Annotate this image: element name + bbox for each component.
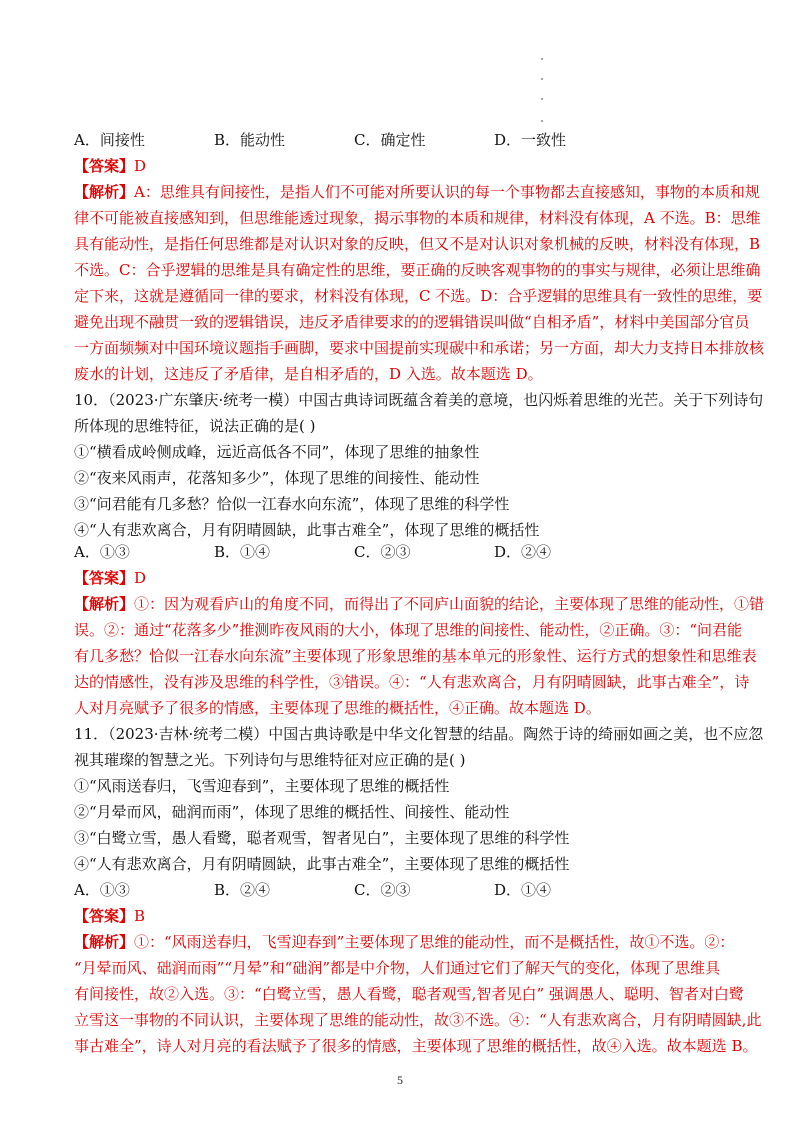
answer-value: D [134,157,147,175]
q11-option-b: B．②④ [214,881,271,899]
q10-option-d: D．②④ [494,543,552,561]
question-stem: 所体现的思维特征，说法正确的是( ) [74,417,316,435]
analysis-line: 人对月亮赋予了很多的情感，主要体现了思维的概括性，④正确。故本题选 D。 [74,699,601,717]
q10-option-c: C．②③ [354,543,411,561]
q9-option-b: B．能动性 [214,131,286,149]
analysis-line: 【解析】①：“风雨送春归，飞雪迎春到”主要体现了思维的能动性，而不是概括性，故①不选。②： [74,933,735,951]
q10-option-a: A．①③ [74,543,130,561]
analysis-line: 立雪这一事物的不同认识，主要体现了思维的能动性，故③不选。④：“人有悲欢离合，月有阴晴圆缺,此 [74,1011,762,1029]
question-stem: 11．（2023·吉林·统考二模）中国古典诗歌是中华文化智慧的结晶。陶然于诗的绮丽如画之美，也不应忽 [74,725,764,743]
question-stem: 10．（2023·广东肇庆·统考一模）中国古典诗词既蕴含着美的意境，也闪烁着思维的光芒。关于下列诗句 [74,391,764,409]
answer-value: D [134,569,147,587]
q10-option-b: B．①④ [214,543,271,561]
page-number: 5 [397,1073,403,1087]
question-stem: 视其璀璨的智慧之光。下列诗句与思维特征对应正确的是( ) [74,751,466,769]
q11-option-c: C．②③ [354,881,411,899]
analysis-line: 不选。C：合乎逻辑的思维是具有确定性的思维，要正确的反映客观事物的的事实与规律，必须让思维确 [74,261,761,279]
analysis-label: 【解析】 [74,933,135,951]
q9-option-a: A．间接性 [74,131,145,149]
analysis-line: 一方面频频对中国环境议题指手画脚，要求中国提前实现碳中和承诺；另一方面，却大力支持日本排放核 [74,339,765,357]
q9-option-c: C．确定性 [354,131,426,149]
analysis-line: 误。②：通过“花落多少”推测昨夜风雨的大小，体现了思维的间接性、能动性，②正确。③：“问君能 [74,621,743,639]
analysis-line: 有几多愁？恰似一江春水向东流”主要体现了形象思维的基本单元的形象性、运行方式的想象性和思维表 [74,647,757,665]
q11-option-d: D．①④ [494,881,552,899]
statement-item: ③“白鹭立雪，愚人看鹭，聪者观雪，智者见白”，主要体现了思维的科学性 [74,829,570,847]
analysis-line: 避免出现不融贯一致的逻辑错误，违反矛盾律要求的的逻辑错误叫做“自相矛盾”，材料中美国部分官员 [74,313,750,331]
q9-option-d: D．一致性 [494,131,567,149]
answer-label: 【答案】 [74,157,135,175]
analysis-label: 【解析】 [74,595,135,613]
answer-label: 【答案】 [74,569,135,587]
analysis-line: 废水的计划，这违反了矛盾律，是自相矛盾的，D 入选。故本题选 D。 [74,365,543,383]
margin-dots [541,58,547,128]
statement-item: ①“横看成岭侧成峰，远近高低各不同”，体现了思维的抽象性 [74,443,480,461]
analysis-line: 【解析】A：思维具有间接性，是指人们不可能对所要认识的每一个事物都去直接感知，事物的本质和规 [74,183,760,201]
analysis-line: 【解析】①：因为观看庐山的角度不同，而得出了不同庐山面貌的结论，主要体现了思维的能动性，①错 [74,595,765,613]
analysis-label: 【解析】 [74,183,135,201]
analysis-line: 事古难全”，诗人对月亮的看法赋予了很多的情感，主要体现了思维的概括性，故④入选。故本题选 B。 [74,1037,758,1055]
q11-answer [74,905,734,927]
analysis-line: 定下来，这就是遵循同一律的要求，材料没有体现，C 不选。D：合乎逻辑的思维具有一致性的思维，要 [74,287,763,305]
analysis-line: 有间接性，故②入选。③：“白鹭立雪，愚人看鹭，聪者观雪,智者见白” 强调愚人、聪明、智者对白鹭 [74,985,744,1003]
statement-item: ①“风雨送春归，飞雪迎春到”，主要体现了思维的概括性 [74,777,450,795]
analysis-line: 达的情感性，没有涉及思维的科学性，③错误。④：“人有悲欢离合，月有阴晴圆缺，此事古难全”，诗 [74,673,750,691]
statement-item: ④“人有悲欢离合，月有阴晴圆缺，此事古难全”，主要体现了思维的概括性 [74,855,570,873]
statement-item: ②“月晕而风，础润而雨”，体现了思维的概括性、间接性、能动性 [74,803,510,821]
q9-answer [74,155,734,177]
analysis-line: “月晕而风、础润而雨”“月晕”和“础润”都是中介物，人们通过它们了解天气的变化，体现了思维具 [74,959,721,977]
statement-item: ④“人有悲欢离合，月有阴晴圆缺，此事古难全”，体现了思维的概括性 [74,521,540,539]
answer-label: 【答案】 [74,907,135,925]
statement-item: ②“夜来风雨声，花落知多少”，体现了思维的间接性、能动性 [74,469,480,487]
analysis-line: 具有能动性，是指任何思维都是对认识对象的反映，但又不是对认识对象机械的反映，材料没有体现，B [74,235,761,253]
answer-value: B [134,907,146,925]
statement-item: ③“问君能有几多愁？恰似一江春水向东流”，体现了思维的科学性 [74,495,510,513]
q10-answer [74,567,734,589]
analysis-line: 律不可能被直接感知到，但思维能透过现象，揭示事物的本质和规律，材料没有体现，A 不选。B：思维 [74,209,761,227]
q11-option-a: A．①③ [74,881,130,899]
